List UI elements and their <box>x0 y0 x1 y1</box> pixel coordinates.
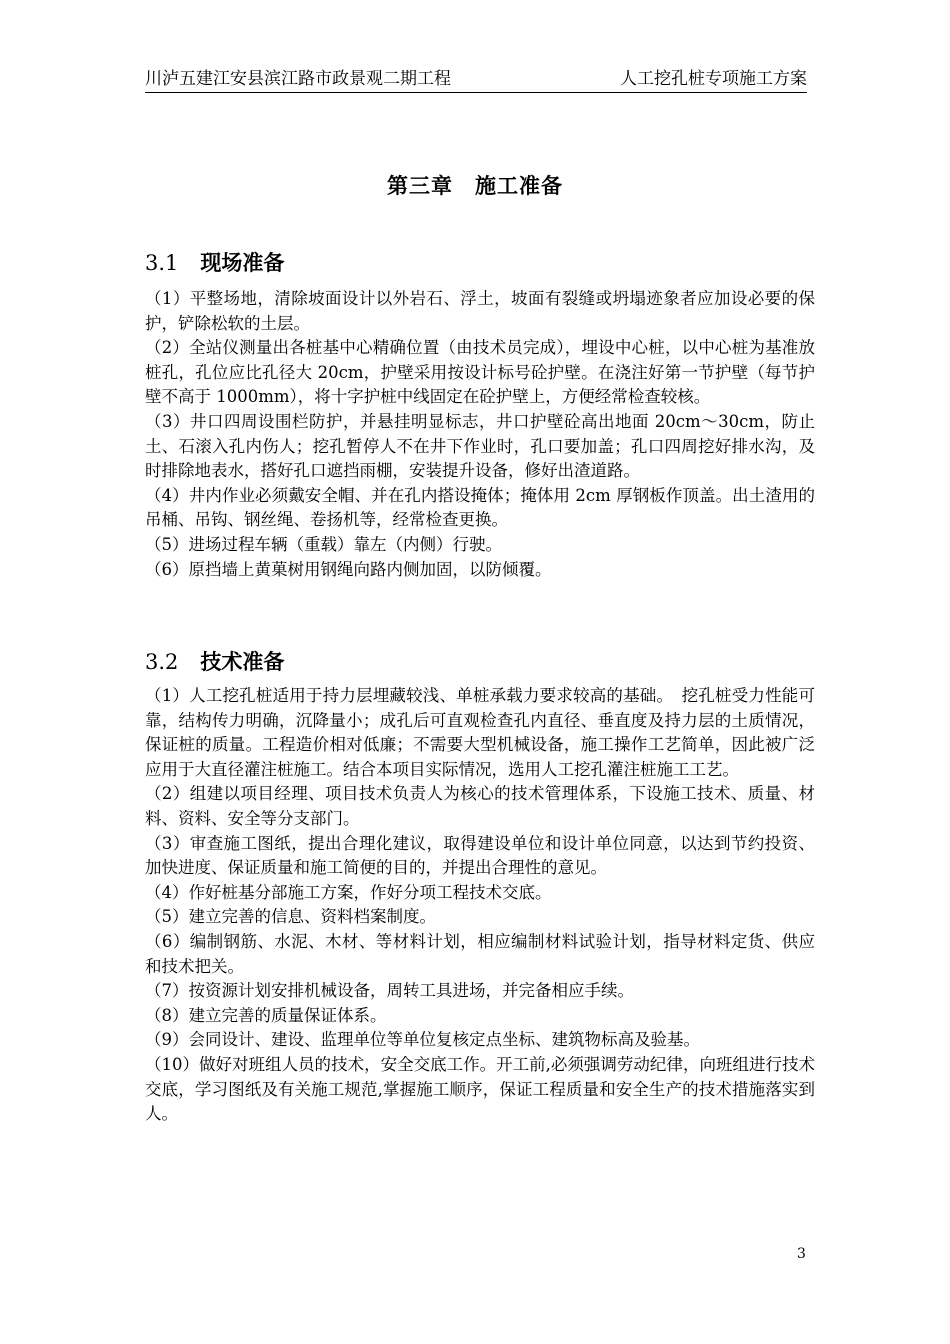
section-number: 3.1 <box>145 251 179 275</box>
section-heading-3-1 <box>145 247 284 277</box>
paragraph: （2）组建以项目经理、项目技术负责人为核心的技术管理体系，下设施工技术、质量、材料、资料、安全等分支部门。 <box>145 784 815 828</box>
paragraph: （2）全站仪测量出各桩基中心精确位置（由技术员完成），埋设中心桩，以中心桩为基准放桩孔，孔位应比孔径大 20cm，护壁采用按设计标号砼护壁。在浇注好第一节护壁（每节护壁不高于 1000mm），将十字护桩中线固定在砼护壁上，方便经常检查较核。 <box>145 338 815 407</box>
paragraph: （6）编制钢筋、水泥、木材、等材料计划，相应编制材料试验计划，指导材料定货、供应和技术把关。 <box>145 931 815 976</box>
paragraph: （4）作好桩基分部施工方案，作好分项工程技术交底。 <box>145 882 552 902</box>
section-number: 3.2 <box>145 650 179 674</box>
paragraph: （3）井口四周设围栏防护，并悬挂明显标志，井口护壁砼高出地面 20cm～30cm，防止土、石滚入孔内伤人；挖孔暂停人不在井下作业时，孔口要加盖；孔口四周挖好排水沟，及时排除地表水，搭好孔口遮挡雨棚，安装提升设备，修好出渣道路。 <box>145 411 815 481</box>
paragraph: （3）审查施工图纸，提出合理化建议，取得建设单位和设计单位同意，以达到节约投资、加快进度、保证质量和施工简便的目的，并提出合理性的意见。 <box>145 833 815 878</box>
paragraph: （6）原挡墙上黄菓树用钢绳向路内侧加固，以防倾覆。 <box>145 559 552 579</box>
chapter-title: 第三章 施工准备 <box>387 173 563 198</box>
section-title: 技术准备 <box>200 649 285 674</box>
paragraph: （7）按资源计划安排机械设备，周转工具进场，并完备相应手续。 <box>145 981 634 1001</box>
paragraph: （5）进场过程车辆（重载）靠左（内侧）行驶。 <box>145 534 502 554</box>
section-body-3-1 <box>145 287 815 582</box>
paragraph: （10）做好对班组人员的技术，安全交底工作。开工前,必须强调劳动纪律，向班组进行技术交底，学习图纸及有关施工规范,掌握施工顺序，保证工程质量和安全生产的技术措施落实到人。 <box>145 1054 815 1124</box>
header-document-title: 人工挖孔桩专项施工方案 <box>620 69 807 89</box>
paragraph: （9）会同设计、建设、监理单位等单位复核定点坐标、建筑物标高及验基。 <box>145 1030 700 1050</box>
header-project-name: 川泸五建江安县滨江路市政景观二期工程 <box>145 69 451 89</box>
paragraph: （5）建立完善的信息、资料档案制度。 <box>145 907 436 927</box>
paragraph: （1）人工挖孔桩适用于持力层埋藏较浅、单桩承载力要求较高的基础。 挖孔桩受力性能可靠，结构传力明确，沉降量小；成孔后可直观检查孔内直径、垂直度及持力层的土质情况，保证桩的质量。工程造价相对低廉；不需要大型机械设备，施工操作工艺简单，因此被广泛应用于大直径灌注桩施工。结合本项目实际情况，选用人工挖孔灌注桩施工工艺。 <box>145 686 815 779</box>
paragraph: （8）建立完善的质量保证体系。 <box>145 1005 387 1025</box>
page-number: 3 <box>797 1246 806 1262</box>
paragraph: （4）井内作业必须戴安全帽、并在孔内搭设掩体；掩体用 2cm 厚钢板作顶盖。出土渣用的吊桶、吊钩、钢丝绳、卷扬机等，经常检查更换。 <box>145 485 815 530</box>
section-title: 现场准备 <box>200 250 285 275</box>
section-body-3-2 <box>145 684 815 1127</box>
page-header <box>145 68 807 93</box>
paragraph: （1）平整场地，清除坡面设计以外岩石、浮土，坡面有裂缝或坍塌迹象者应加设必要的保护，铲除松软的土层。 <box>145 289 815 333</box>
section-heading-3-2 <box>145 646 284 676</box>
